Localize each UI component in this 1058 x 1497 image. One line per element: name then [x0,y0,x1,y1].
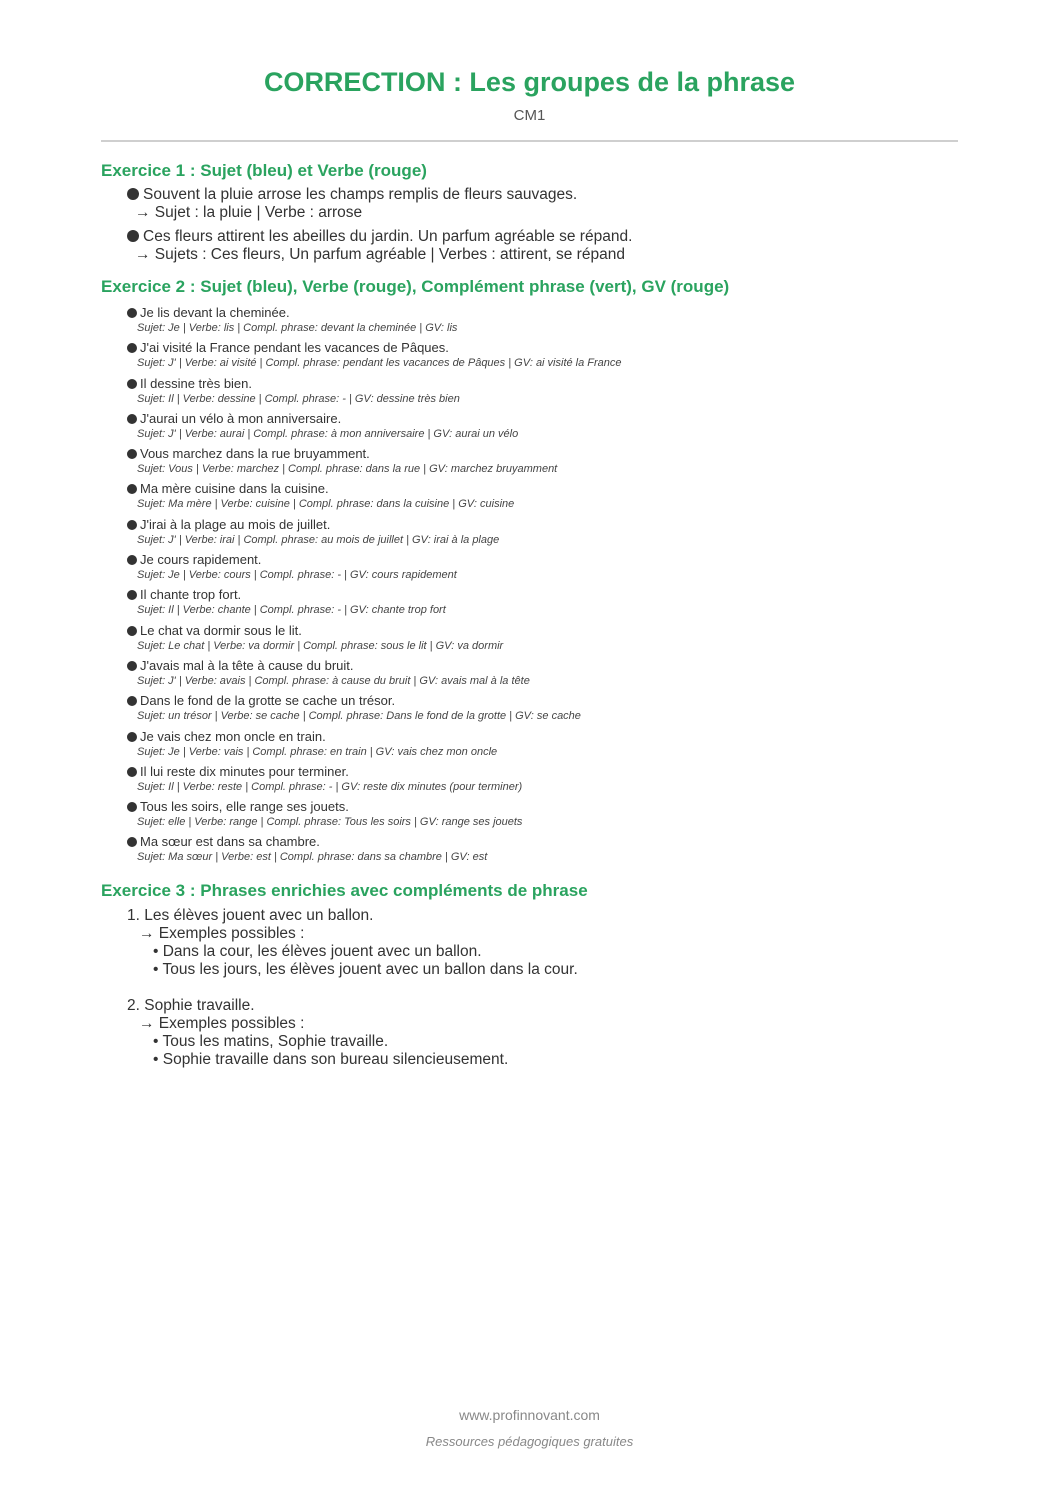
exercise-2-sentence: Il dessine très bien. [140,375,253,391]
exercise-3-heading: Exercice 3 : Phrases enrichies avec compléments de phrase [101,881,588,900]
exercise-2-item [127,411,947,446]
exercise-2-sentence: J'aurai un vélo à mon anniversaire. [140,410,342,426]
exercise-2-sentence: Je cours rapidement. [140,552,262,568]
exercise-2-item [127,340,947,375]
exercise-2-sentence: Ma sœur est dans sa chambre. [140,834,320,850]
exercise-2-analysis: Sujet: J' | Verbe: avais | Compl. phrase: à cause du bruit | GV: avais mal à la tête [137,674,530,687]
bullet-icon [127,661,137,671]
bullet-icon [127,308,137,318]
bullet-icon [127,837,137,847]
exercise-2-item [127,587,947,622]
exercise-3-example: • Dans la cour, les élèves jouent avec un ballon. [153,943,482,960]
bullet-icon [127,379,137,389]
bullet-icon [127,414,137,424]
class-level: CM1 [513,107,546,124]
exercise-2-item [127,658,947,693]
bullet-icon [127,230,139,242]
exercise-2-analysis: Sujet: Je | Verbe: cours | Compl. phrase: - | GV: cours rapidement [137,569,457,582]
header-divider [101,140,958,142]
exercise-2-list [127,305,947,870]
document-page [101,0,958,1497]
exercise-2-sentence: Je vais chez mon oncle en train. [140,728,326,744]
exercise-2-item [127,623,947,658]
exercise-2-sentence: Dans le fond de la grotte se cache un trésor. [140,693,396,709]
exercise-2-analysis: Sujet: J' | Verbe: aurai | Compl. phrase: à mon anniversaire | GV: aurai un vélo [137,427,519,440]
bullet-icon [127,188,139,200]
exercise-2-sentence: Il chante trop fort. [140,587,242,603]
exercise-2-analysis: Sujet: Je | Verbe: lis | Compl. phrase: devant la cheminée | GV: lis [137,322,458,334]
bullet-icon [127,802,137,812]
exercise-2-item [127,799,947,834]
exercise-2-analysis: Sujet: Le chat | Verbe: va dormir | Compl. phrase: sous le lit | GV: va dormir [137,639,504,652]
exercise-3-example: • Tous les jours, les élèves jouent avec un ballon dans la cour. [153,961,578,978]
exercise-1-answer: → Sujets : Ces fleurs, Un parfum agréable | Verbes : attirent, se répand [135,246,625,263]
exercise-3-intro: → Exemples possibles : [139,925,305,942]
exercise-3-example: • Sophie travaille dans son bureau silencieusement. [153,1051,509,1068]
bullet-icon [127,590,137,600]
exercise-2-analysis: Sujet: J' | Verbe: ai visité | Compl. phrase: pendant les vacances de Pâques | GV: ai visité la France [137,357,622,370]
bullet-icon [127,343,137,353]
exercise-2-sentence: Tous les soirs, elle range ses jouets. [140,799,349,815]
exercise-2-analysis: Sujet: elle | Verbe: range | Compl. phrase: Tous les soirs | GV: range ses jouets [137,816,523,829]
exercise-3-list [127,907,947,1087]
exercise-2-sentence: Vous marchez dans la rue bruyamment. [140,446,370,462]
exercise-3-sentence: 2. Sophie travaille. [127,997,255,1014]
exercise-2-sentence: Le chat va dormir sous le lit. [140,622,302,638]
exercise-2-analysis: Sujet: Il | Verbe: reste | Compl. phrase: - | GV: reste dix minutes (pour terminer) [137,780,523,793]
bullet-icon [127,732,137,742]
exercise-1-item [127,228,947,264]
exercise-2-sentence: J'avais mal à la tête à cause du bruit. [140,657,354,673]
page-title: CORRECTION : Les groupes de la phrase [263,67,796,97]
exercise-2-item [127,834,947,869]
exercise-2-sentence: J'ai visité la France pendant les vacances de Pâques. [140,340,449,356]
exercise-3-item [127,907,947,979]
exercise-2-analysis: Sujet: Ma mère | Verbe: cuisine | Compl. phrase: dans la cuisine | GV: cuisine [137,498,515,511]
exercise-1-sentence: Souvent la pluie arrose les champs remplis de fleurs sauvages. [143,186,578,203]
bullet-icon [127,449,137,459]
exercise-2-analysis: Sujet: Vous | Verbe: marchez | Compl. phrase: dans la rue | GV: marchez bruyamment [137,463,558,476]
exercise-2-item [127,517,947,552]
exercise-2-item [127,552,947,587]
exercise-1-answer: → Sujet : la pluie | Verbe : arrose [135,204,363,221]
exercise-2-analysis: Sujet: Ma sœur | Verbe: est | Compl. phrase: dans sa chambre | GV: est [137,851,488,864]
exercise-3-intro: → Exemples possibles : [139,1015,305,1032]
bullet-icon [127,626,137,636]
exercise-2-item [127,481,947,516]
exercise-2-item [127,305,947,340]
exercise-1-heading: Exercice 1 : Sujet (bleu) et Verbe (rouge) [101,161,427,180]
exercise-2-sentence: Ma mère cuisine dans la cuisine. [140,481,329,497]
exercise-2-item [127,376,947,411]
exercise-2-sentence: Je lis devant la cheminée. [140,305,290,320]
exercise-2-item [127,446,947,481]
exercise-1-item [127,186,947,222]
exercise-1-sentence: Ces fleurs attirent les abeilles du jardin. Un parfum agréable se répand. [143,228,633,245]
exercise-1-list [127,186,947,270]
exercise-3-item [127,997,947,1069]
exercise-2-analysis: Sujet: Il | Verbe: dessine | Compl. phrase: - | GV: dessine très bien [137,392,460,405]
footer-url: www.profinnovant.com [459,1407,600,1423]
exercise-2-analysis: Sujet: un trésor | Verbe: se cache | Compl. phrase: Dans le fond de la grotte | GV: se cache [137,710,581,723]
exercise-2-item [127,693,947,728]
exercise-3-example: • Tous les matins, Sophie travaille. [153,1033,389,1050]
exercise-2-analysis: Sujet: Il | Verbe: chante | Compl. phrase: - | GV: chante trop fort [137,604,446,617]
bullet-icon [127,484,137,494]
exercise-2-sentence: J'irai à la plage au mois de juillet. [140,516,331,532]
exercise-2-item [127,729,947,764]
exercise-2-sentence: Il lui reste dix minutes pour terminer. [140,763,349,779]
bullet-icon [127,767,137,777]
bullet-icon [127,555,137,565]
exercise-2-item [127,764,947,799]
exercise-2-analysis: Sujet: J' | Verbe: irai | Compl. phrase: au mois de juillet | GV: irai à la plage [137,533,500,546]
exercise-2-heading: Exercice 2 : Sujet (bleu), Verbe (rouge), Complément phrase (vert), GV (rouge) [101,277,730,296]
exercise-3-sentence: 1. Les élèves jouent avec un ballon. [127,907,374,924]
footer-tagline: Ressources pédagogiques gratuites [425,1434,634,1449]
exercise-2-analysis: Sujet: Je | Verbe: vais | Compl. phrase: en train | GV: vais chez mon oncle [137,745,498,758]
bullet-icon [127,696,137,706]
bullet-icon [127,520,137,530]
